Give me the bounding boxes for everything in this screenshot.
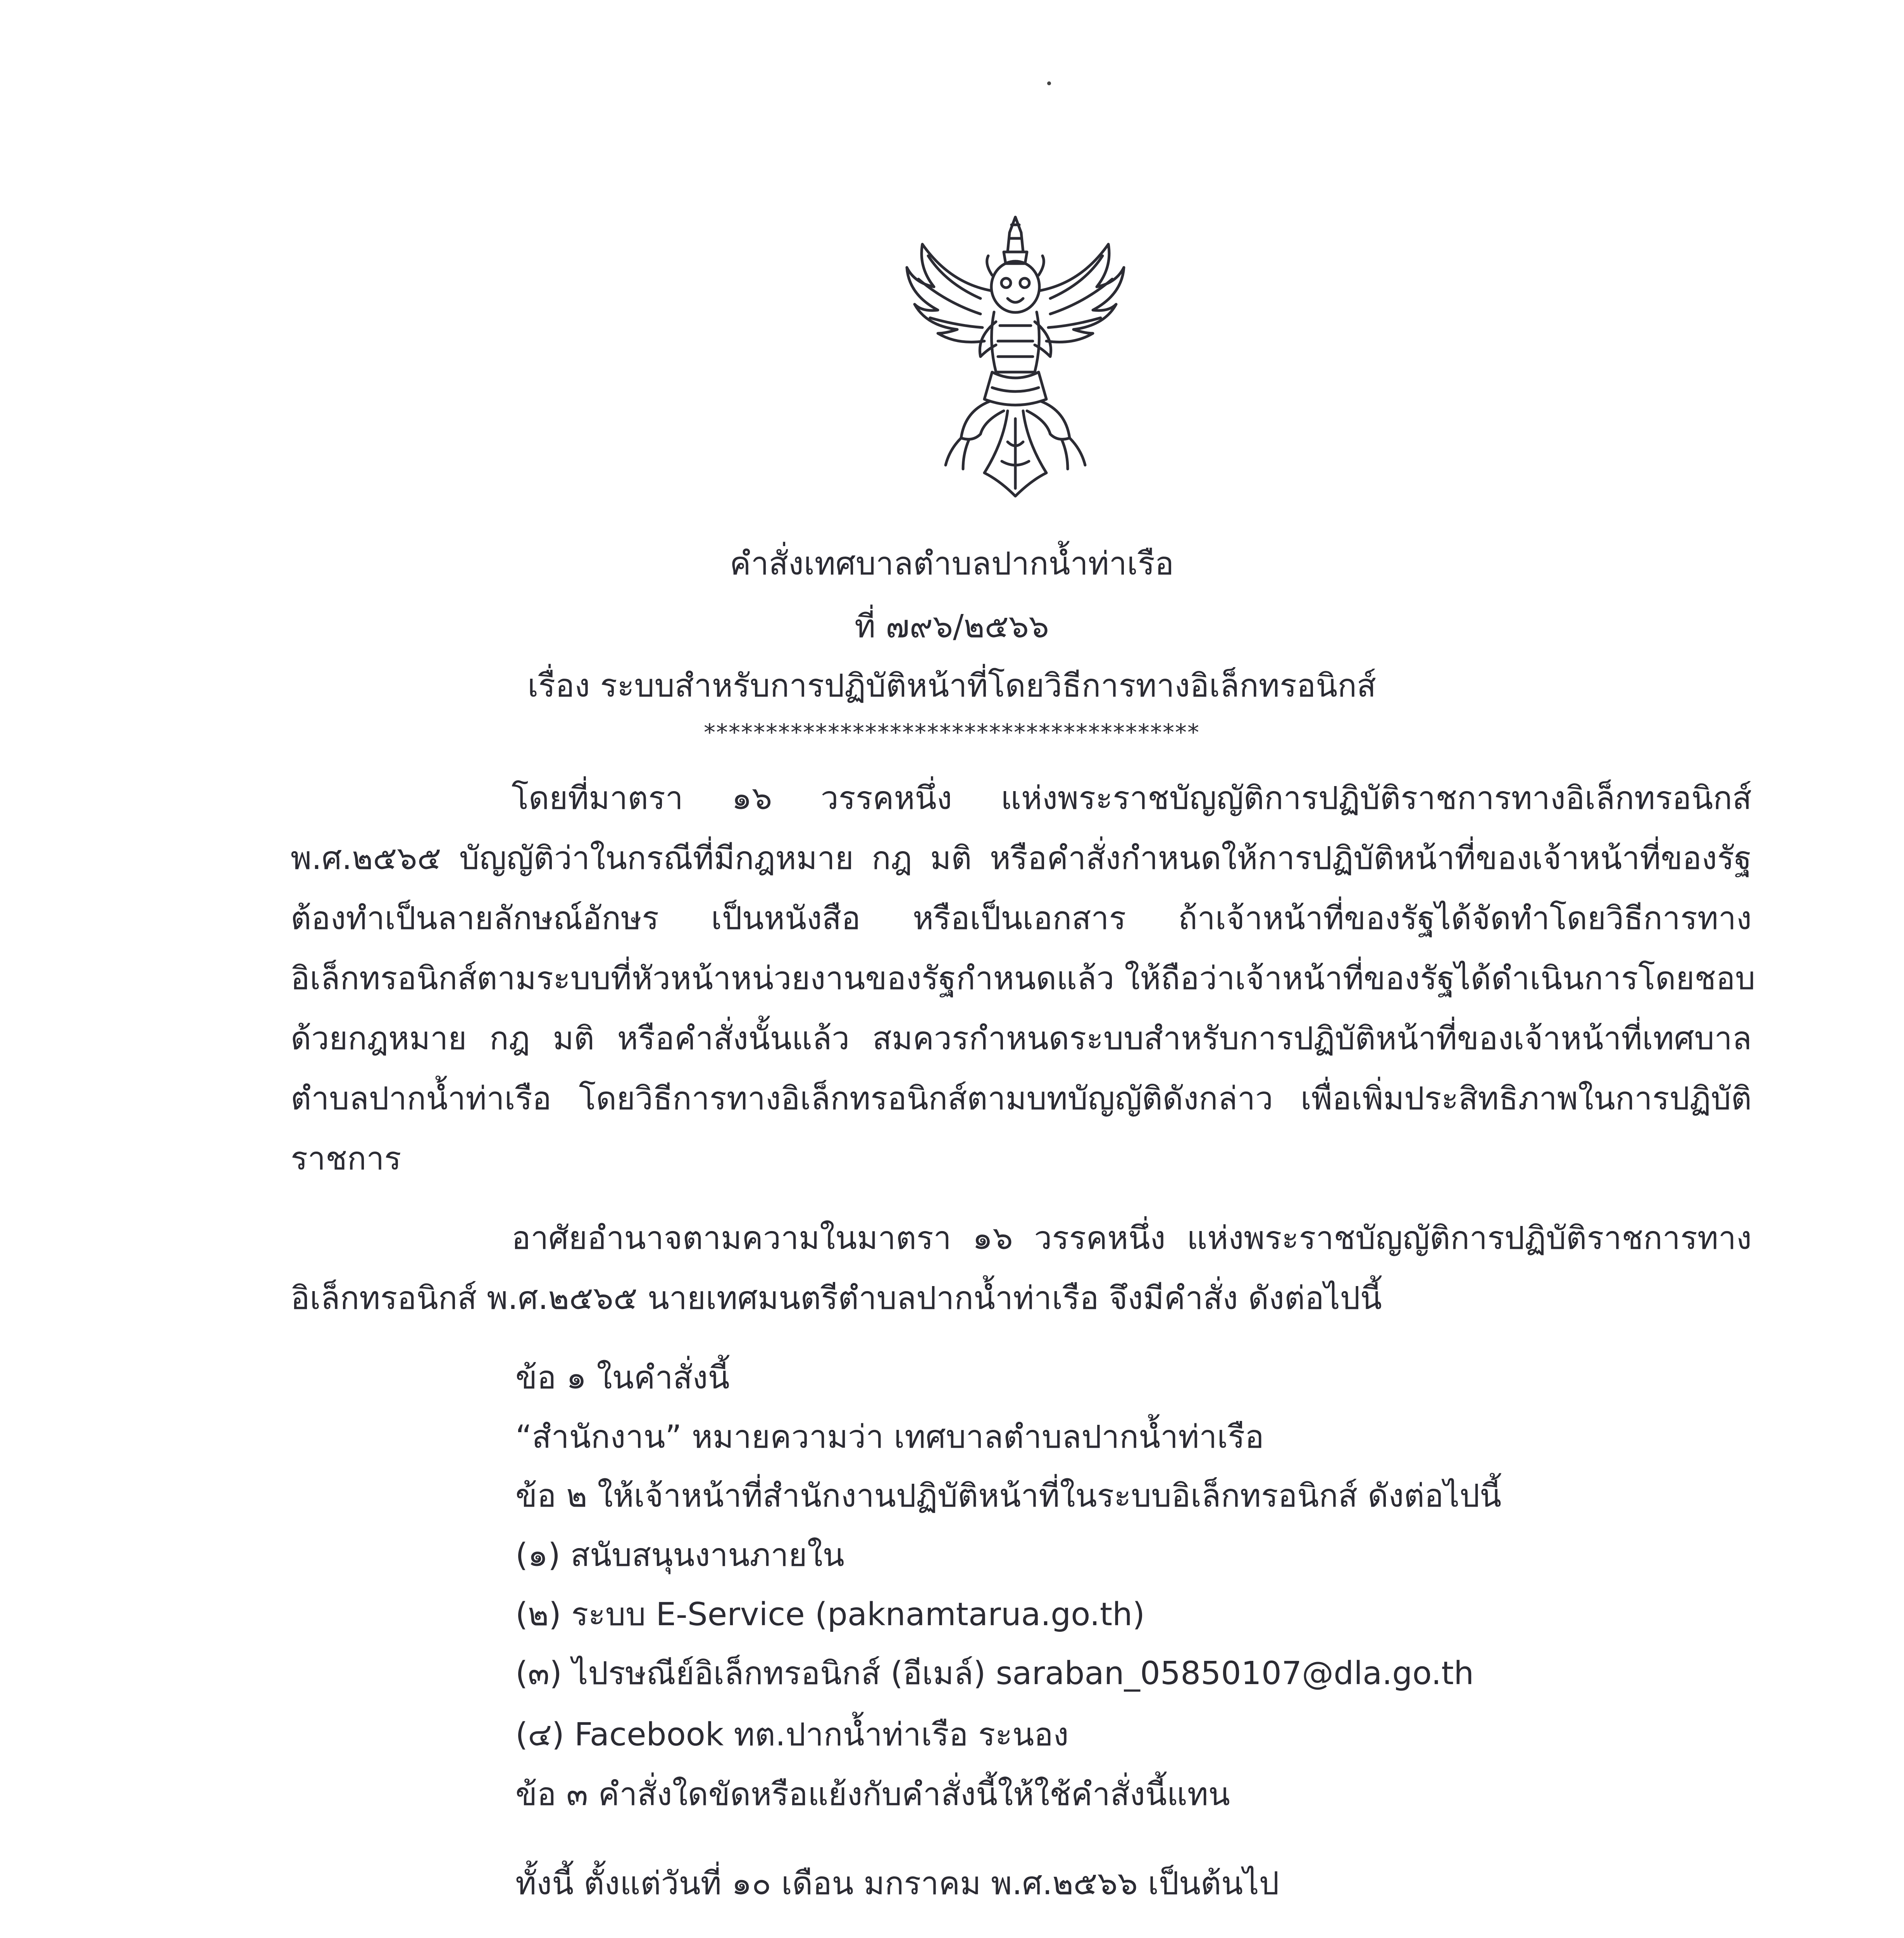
- paragraph-line: โดยที่มาตรา ๑๖ วรรคหนึ่ง แห่งพระราชบัญญัติการปฏิบัติราชการทางอิเล็กทรอนิกส์: [512, 780, 1752, 817]
- paragraph-line: พ.ศ.๒๕๖๕ บัญญัติว่าในกรณีที่มีกฎหมาย กฎ มติ หรือคำสั่งกำหนดให้การปฏิบัติหน้าที่ของเจ้าหน้าที่ของรัฐ: [291, 840, 1752, 877]
- order-number: ที่ ๗๙๖/๒๕๖๖: [855, 608, 1049, 645]
- clause-item: (๒) ระบบ E-Service (paknamtarua.go.th): [515, 1596, 1145, 1633]
- paragraph-line: ตำบลปากน้ำท่าเรือ โดยวิธีการทางอิเล็กทรอนิกส์ตามบทบัญญัติดังกล่าว เพื่อเพิ่มประสิทธิภาพในการปฏิบัติ: [291, 1080, 1752, 1117]
- paragraph-line: อิเล็กทรอนิกส์ตามระบบที่หัวหน้าหน่วยงานของรัฐกำหนดแล้ว ให้ถือว่าเจ้าหน้าที่ของรัฐได้ดำเนินการโดยชอบ: [291, 960, 1756, 997]
- separator-line: ****************************************: [704, 719, 1200, 746]
- order-title: คำสั่งเทศบาลตำบลปากน้ำท่าเรือ: [729, 545, 1174, 582]
- paragraph-line: อาศัยอำนาจตามความในมาตรา ๑๖ วรรคหนึ่ง แห่งพระราชบัญญัติการปฏิบัติราชการทาง: [512, 1220, 1752, 1257]
- clause-item: ข้อ ๑ ในคำสั่งนี้: [515, 1359, 730, 1396]
- scan-speck: [1047, 81, 1051, 85]
- clause-item: ข้อ ๓ คำสั่งใดขัดหรือแย้งกับคำสั่งนี้ให้ใช้คำสั่งนี้แทน: [515, 1776, 1230, 1813]
- clause-item: (๓) ไปรษณีย์อิเล็กทรอนิกส์ (อีเมล์) saraban_05850107@dla.go.th: [515, 1655, 1474, 1692]
- paragraph-line: ด้วยกฎหมาย กฎ มติ หรือคำสั่งนั้นแล้ว สมควรกำหนดระบบสำหรับการปฏิบัติหน้าที่ของเจ้าหน้าที่เทศบาล: [291, 1020, 1752, 1057]
- garuda-emblem-icon: [891, 209, 1139, 504]
- paragraph-line: อิเล็กทรอนิกส์ พ.ศ.๒๕๖๕ นายเทศมนตรีตำบลปากน้ำท่าเรือ จึงมีคำสั่ง ดังต่อไปนี้: [291, 1280, 1382, 1317]
- effective-date: ทั้งนี้ ตั้งแต่วันที่ ๑๐ เดือน มกราคม พ.ศ.๒๕๖๖ เป็นต้นไป: [515, 1865, 1279, 1902]
- clause-item: (๔) Facebook ทต.ปากน้ำท่าเรือ ระนอง: [515, 1716, 1069, 1753]
- order-subject: เรื่อง ระบบสำหรับการปฏิบัติหน้าที่โดยวิธีการทางอิเล็กทรอนิกส์: [527, 667, 1376, 704]
- paragraph-line: ต้องทำเป็นลายลักษณ์อักษร เป็นหนังสือ หรือเป็นเอกสาร ถ้าเจ้าหน้าที่ของรัฐได้จัดทำโดยวิธีการทาง: [291, 900, 1752, 937]
- clause-item: “สำนักงาน” หมายความว่า เทศบาลตำบลปากน้ำท่าเรือ: [515, 1419, 1264, 1455]
- clause-item: ข้อ ๒ ให้เจ้าหน้าที่สำนักงานปฏิบัติหน้าที่ในระบบอิเล็กทรอนิกส์ ดังต่อไปนี้: [515, 1478, 1502, 1514]
- paragraph-line: ราชการ: [291, 1140, 401, 1177]
- clause-item: (๑) สนับสนุนงานภายใน: [515, 1537, 844, 1574]
